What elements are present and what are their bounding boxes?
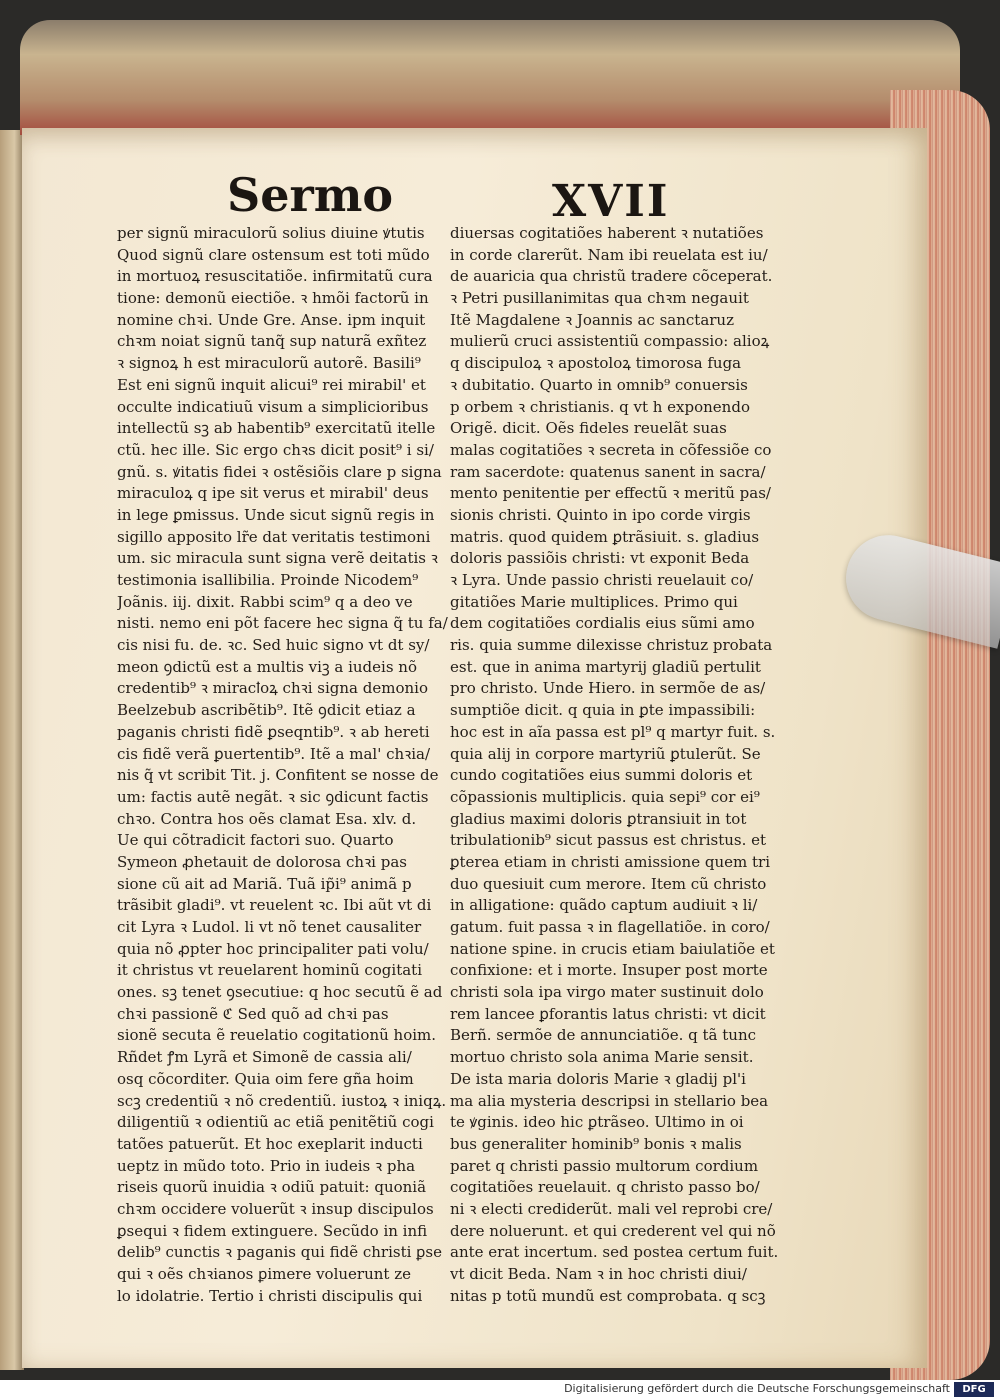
text-line: vt dicit Beda. Nam ꝛ in hoc christi diui/ <box>450 1265 747 1283</box>
footer <box>0 1380 1000 1399</box>
text-line: bus generaliter hominib⁹ bonis ꝛ malis <box>450 1134 742 1153</box>
text-line: delib⁹ cunctis ꝛ paganis qui fidẽ christi ꝑse <box>117 1243 442 1262</box>
text-line: in lege ꝑmissus. Unde sicut signũ regis in <box>117 505 435 524</box>
text-line: diligentiũ ꝛ odientiũ ac etiã penitẽtiũ cogi <box>117 1113 434 1132</box>
text-line: ante erat incertum. sed postea certum fuit. <box>450 1243 779 1262</box>
text-line: christi sola ipa virgo mater sustinuit dolo <box>450 983 764 1002</box>
text-line: miraculoꝝ q ipe sit verus et mirabil' deus <box>117 484 429 503</box>
text-line: sione cũ ait ad Mariã. Tuã ip̃i⁹ animã p <box>117 874 412 893</box>
text-line: tione: demonũ eiectiõe. ꝛ hmõi factorũ in <box>117 289 429 308</box>
text-line: Est eni signũ inquit alicui⁹ rei mirabil' et <box>117 375 426 394</box>
dfg-logo: DFG <box>954 1382 994 1397</box>
text-line: meon ꝯdictũ est a multis viꝫ a iudeis nõ <box>117 657 417 676</box>
text-line: te ꝟginis. ideo hic ꝑtrãseo. Ultimo in oi <box>450 1113 744 1132</box>
text-line: mortuo christo sola anima Marie sensit. <box>450 1048 754 1067</box>
text-line: nomine chꝛi. Unde Gre. Anse. ipm inquit <box>117 310 426 329</box>
text-line: qui ꝛ oẽs chꝛianos ꝑimere voluerunt ze <box>117 1265 411 1283</box>
text-line: gitatiões Marie multiplices. Primo qui <box>450 592 738 611</box>
text-line: de auaricia qua christũ tradere cõceperat. <box>450 267 773 286</box>
text-line: De ista maria doloris Marie ꝛ gladij pl'i <box>450 1069 746 1088</box>
text-line: lo idolatrie. Tertio i christi discipulis qui <box>117 1286 423 1305</box>
text-line: mulierũ cruci assistentiũ compassio: alioꝝ <box>450 332 770 351</box>
text-line: ctũ. hec ille. Sic ergo chꝛs dicit posit⁹ i si/ <box>117 440 434 459</box>
text-line: in mortuoꝝ resuscitatiõe. infirmitatũ cura <box>117 267 433 286</box>
text-line: paret q christi passio multorum cordium <box>450 1156 759 1175</box>
text-line: nitas p totũ mundũ est comprobata. q scꝫ <box>450 1286 766 1305</box>
text-line: dem cogitatiões cordialis eius sũmi amo <box>450 614 755 633</box>
text-line: credentib⁹ ꝛ miracꝉoꝝ chꝛi signa demonio <box>117 679 428 698</box>
text-line: Joãnis. iij. dixit. Rabbi scim⁹ q a deo ve <box>117 592 413 611</box>
text-line: chꝛm noiat signũ tanq̃ sup naturã exñtez <box>117 332 427 351</box>
text-line: Beelzebub ascribẽtib⁹. Itẽ ꝯdicit etiaz a <box>117 701 416 720</box>
text-line: sumptiõe dicit. q quia in ꝑte impassibili: <box>450 701 756 720</box>
text-line: tatões patuerũt. Et hoc exeplarit inducti <box>117 1134 423 1153</box>
text-line: hoc est in aĩa passa est pl⁹ q martyr fuit. s. <box>450 722 776 741</box>
text-line: gatum. fuit passa ꝛ in flagellatiõe. in coro/ <box>450 918 770 936</box>
text-line: est. que in anima martyrij gladiũ pertulit <box>450 657 761 676</box>
book-page <box>22 128 927 1368</box>
text-line: confixione: et i morte. Insuper post morte <box>450 961 768 980</box>
text-line: ueptz in mũdo toto. Prio in iudeis ꝛ pha <box>117 1156 416 1175</box>
text-line: ꝛ Lyra. Unde passio christi reuelauit co/ <box>450 571 754 589</box>
text-line: ꝛ dubitatio. Quarto in omnib⁹ conuersis <box>450 375 748 394</box>
text-line: ꝛ Petri pusillanimitas qua chꝛm negauit <box>450 289 749 308</box>
text-line: cit Lyra ꝛ Ludol. li vt nõ tenet causaliter <box>117 918 422 936</box>
text-line: it christus vt reuelarent hominũ cogitati <box>117 961 423 980</box>
text-line: intellectũ sꝫ ab habentib⁹ exercitatũ itelle <box>117 419 436 438</box>
text-line: quia alij in corpore martyriũ ꝑtulerũt. Se <box>450 744 761 763</box>
funding-notice: Digitalisierung gefördert durch die Deutsche Forschungsgemeinschaft <box>564 1382 950 1395</box>
text-line: diuersas cogitatiões haberent ꝛ nutatiões <box>450 224 764 242</box>
left-page-edge <box>0 130 24 1370</box>
text-line: dere noluerunt. et qui crederent vel qui nõ <box>450 1221 776 1240</box>
page-title: Sermo <box>227 168 394 222</box>
text-line: in alligatione: quãdo captum audiuit ꝛ li/ <box>450 896 758 915</box>
text-line: chꝛi passionẽ ℭ Sed quõ ad chꝛi pas <box>117 1004 389 1023</box>
text-line: ma alia mysteria descripsi in stellario bea <box>450 1091 769 1110</box>
text-line: Origẽ. dicit. Oẽs fideles reuelãt suas <box>450 419 727 438</box>
text-line: cis fidẽ verã ꝑuertentib⁹. Itẽ a mal' chꝛia/ <box>117 744 431 763</box>
text-line: paganis christi fidẽ ꝑseqntib⁹. ꝛ ab hereti <box>117 722 430 741</box>
text-line: ꝛ signoꝝ h est miraculorũ autorẽ. Basili⁹ <box>117 354 421 373</box>
text-line: in corde clarerũt. Nam ibi reuelata est iu/ <box>450 245 768 264</box>
text-line: pro christo. Unde Hiero. in sermõe de as/ <box>450 679 766 698</box>
text-line: tribulationib⁹ sicut passus est christus. et <box>450 831 767 850</box>
text-line: riseis quorũ inuidia ꝛ odiũ patuit: quoniã <box>117 1178 427 1197</box>
text-line: quia nõ ꝓpter hoc principaliter pati volu/ <box>117 939 429 958</box>
text-line: sionẽ secuta ẽ reuelatio cogitationũ hoim. <box>117 1026 437 1045</box>
text-line: um: factis autẽ negãt. ꝛ sic ꝯdicunt factis <box>117 787 429 806</box>
text-line: per signũ miraculorũ solius diuine ꝟtutis <box>117 224 425 242</box>
text-line: um. sic miracula sunt signa verẽ deitatis ꝛ <box>117 549 438 568</box>
text-line: cogitatiões reuelauit. q christo passo bo/ <box>450 1178 760 1197</box>
text-line: duo quesiuit cum merore. Item cũ christo <box>450 874 767 893</box>
text-line: trãsibit gladi⁹. vt reuelent ꝛc. Ibi aũt vt di <box>117 896 432 915</box>
book-top-edge <box>20 20 960 135</box>
text-line: ris. quia summe dilexisse christuz probata <box>450 636 773 655</box>
text-line: cis nisi fu. de. ꝛc. Sed huic signo vt dt sy/ <box>117 636 430 655</box>
text-line: occulte indicatiuũ visum a simplicioribus <box>117 397 429 416</box>
text-line: malas cogitatiões ꝛ secreta in cõfessiõe co <box>450 440 772 459</box>
text-line: ꝑsequi ꝛ fidem extinguere. Secũdo in infi <box>117 1221 428 1240</box>
text-line: Ue qui cõtradicit factori suo. Quarto <box>117 831 394 850</box>
text-line: nis q̃ vt scribit Tit. j. Confitent se nosse de <box>117 766 439 785</box>
text-line: sigillo apposito lr̃e dat veritatis testimoni <box>117 527 431 546</box>
text-line: chꝛo. Contra hos oẽs clamat Esa. xlv. d. <box>117 809 417 828</box>
text-line: chꝛm occidere voluerũt ꝛ insup discipulos <box>117 1199 434 1218</box>
text-line: Rñdet ꝭm Lyrã et Simonẽ de cassia ali/ <box>117 1048 412 1067</box>
text-line: q discipuloꝝ ꝛ apostoloꝝ timorosa fuga <box>450 354 742 373</box>
text-line: Quod signũ clare ostensum est toti mũdo <box>117 245 430 264</box>
text-line: natione spine. in crucis etiam baiulatiõe et <box>450 939 775 958</box>
text-line: testimonia isallibilia. Proinde Nicodem⁹ <box>117 571 419 589</box>
text-line: ꝑterea etiam in christi amissione quem tri <box>450 852 770 871</box>
text-line: gladius maximi doloris ꝑtransiuit in tot <box>450 809 747 828</box>
text-line: ni ꝛ electi crediderũt. mali vel reprobi cre/ <box>450 1199 773 1218</box>
text-line: mento penitentie per effectũ ꝛ meritũ pas/ <box>450 484 771 503</box>
text-line: cõpassionis multiplicis. quia sepi⁹ cor ei⁹ <box>450 787 760 806</box>
text-line: Itẽ Magdalene ꝛ Joannis ac sanctaruz <box>450 310 734 329</box>
text-line: gnũ. s. ꝟitatis fidei ꝛ ostẽsiõis clare p signa <box>117 462 442 481</box>
text-line: osq cõcorditer. Quia oim fere gña hoim <box>117 1069 414 1088</box>
right-text-column <box>450 223 795 1307</box>
text-line: Berñ. sermõe de annunciatiõe. q tã tunc <box>450 1026 757 1045</box>
text-line: ones. sꝫ tenet ꝯsecutiue: q hoc secutũ ẽ ad <box>117 983 443 1002</box>
text-line: ram sacerdote: quatenus sanent in sacra/ <box>450 462 766 481</box>
text-line: Symeon ꝓhetauit de dolorosa chꝛi pas <box>117 852 407 871</box>
text-line: p orbem ꝛ christianis. q vt h exponendo <box>450 397 750 416</box>
text-line: nisti. nemo eni põt facere hec signa q̃ tu fa/ <box>117 614 448 633</box>
text-line: sionis christi. Quinto in ipo corde virgis <box>450 505 751 524</box>
text-line: cundo cogitatiões eius summi doloris et <box>450 766 753 785</box>
left-text-column <box>117 223 452 1307</box>
text-line: scꝫ credentiũ ꝛ nõ credentiũ. iustoꝝ ꝛ iniqꝝ. <box>117 1091 447 1110</box>
text-line: doloris passiõis christi: vt exponit Beda <box>450 549 750 568</box>
sermon-number: XVII <box>552 176 670 227</box>
text-line: matris. quod quidem ꝑtrãsiuit. s. gladius <box>450 527 760 546</box>
text-line: rem lancee ꝑforantis latus christi: vt dicit <box>450 1004 766 1023</box>
